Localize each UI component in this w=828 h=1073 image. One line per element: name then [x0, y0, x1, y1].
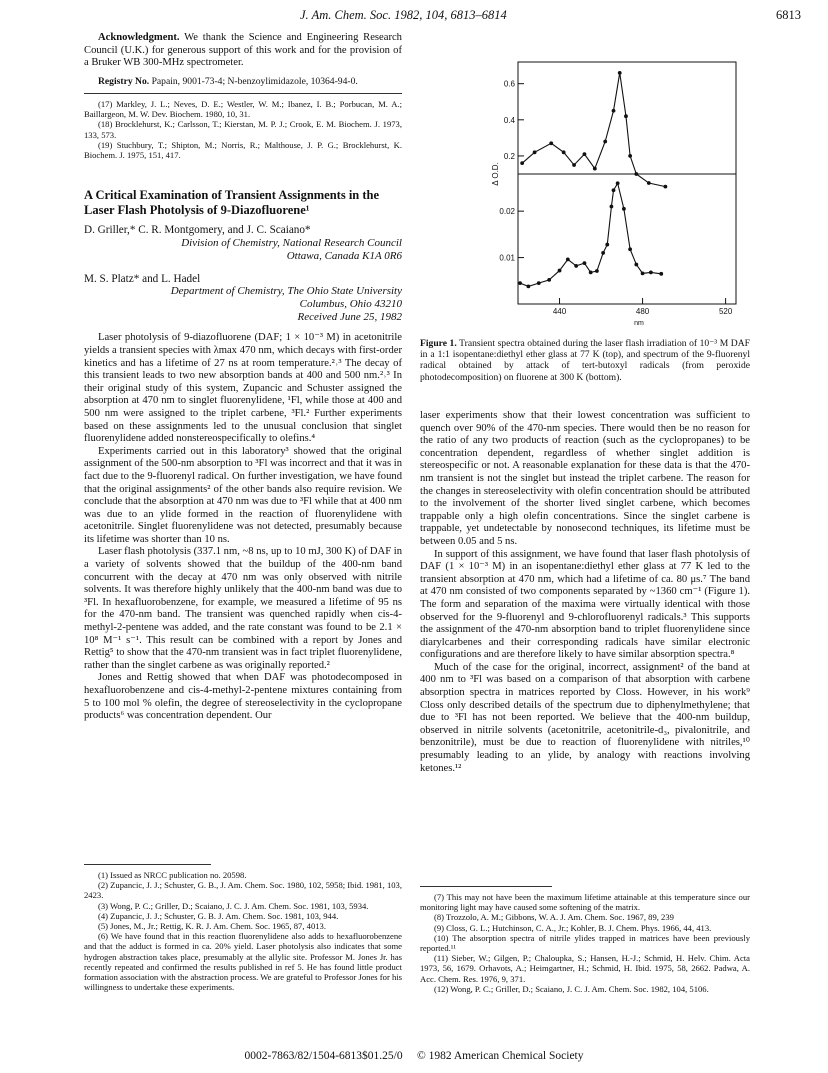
data-point: [649, 271, 653, 275]
data-point: [612, 188, 616, 192]
data-point: [641, 271, 645, 275]
page-number: 6813: [776, 8, 801, 22]
data-point: [605, 243, 609, 247]
y-tick-label: 0.6: [503, 79, 515, 89]
right-footnotes: [420, 880, 750, 994]
y-tick-label: 0.02: [499, 207, 515, 217]
data-point: [526, 284, 530, 288]
data-point: [572, 163, 576, 167]
previous-references: [84, 99, 402, 160]
data-point: [664, 185, 668, 189]
divider: [420, 886, 552, 887]
body-paragraph: Laser flash photolysis (337.1 nm, ~8 ns, up to 10 mJ, 300 K) of DAF in a variety of solvents showed that the buildup of the 400-nm band concurrent with the decay at 470 nm was only observed with nitrile solvents. It was therefore highly unlikely that the 400-nm band was due to ³Fl. In hexafluorobenzene, for example, we measured a lifetime of 95 ns for the 470-nm band. The transient was quenched rapidly when cis-4-methyl-2-pentene was added, and the rate constant was found to be 2.1 × 10⁸ M⁻¹ s⁻¹. This result can be combined with a report by Jones and Rettig⁵ to show that the 470-nm transient was in fact triplet fluorenylidene, rather than the singlet carbene as was originally reported.²: [84, 546, 402, 671]
data-point: [647, 181, 651, 185]
data-point: [593, 167, 597, 171]
footnote: (11) Sieber, W.; Gilgen, P.; Chaloupka, S.; Hansen, H.-J.; Schmid, H. Helv. Chim. Acta 1973, 56, 1679. Orhavots, A.; Heimgartner, H.; Schmid, H. Ibid. 1975, 58, 2662. Padwa, A. Acc. Chem. Res. 1976, 9, 371.: [420, 953, 750, 984]
data-point: [583, 152, 587, 156]
data-point: [595, 269, 599, 273]
footnote: (2) Zupancic, J. J.; Schuster, G. B., J. Am. Chem. Soc. 1980, 102, 5958; Ibid. 1981, 103, 2423.: [84, 880, 402, 901]
article-title: A Critical Examination of Transient Assignments in the Laser Flash Photolysis of 9-Diazofluorene¹: [84, 188, 380, 218]
registry-numbers: Registry No. Papain, 9001-73-4; N-benzoylimidazole, 10364-94-0.: [98, 75, 358, 87]
plot-frame: [518, 62, 736, 304]
data-point: [574, 264, 578, 268]
footnote: (10) The absorption spectra of nitrile ylides trapped in matrices have been previously reported.¹¹: [420, 932, 750, 954]
y-tick-label: 0.2: [503, 151, 515, 161]
y-tick-label: 0.4: [503, 115, 515, 125]
divider: [84, 93, 402, 94]
data-point: [583, 261, 587, 265]
footnote: (6) We have found that in this reaction fluorenylidene also adds to hexafluorobenzene and that the adduct is formed in ca. 20% yield. Laser photolysis also indicates that some hydrogen abstraction takes place, presumably at the allylic site. Professor M. Jones Jr. has recently repeated and confirmed the results published in ref 5. He has found little product formation association with the abstraction process. We are grateful to Professor Jones for his willingness to undertake these experiments.: [84, 931, 402, 993]
data-point: [612, 109, 616, 113]
data-point: [518, 281, 522, 285]
y-tick-label: 0.01: [499, 253, 515, 263]
received-date: Received June 25, 1982: [297, 311, 402, 324]
x-axis-label: nm: [634, 320, 644, 327]
footnote: (4) Zupancic, J. J.; Schuster, G. B. J. Am. Chem. Soc. 1981, 103, 944.: [98, 910, 339, 921]
x-tick-label: 520: [718, 307, 733, 316]
body-paragraph: laser experiments show that their lowest concentration was sufficient to quench over 90% of the 470-nm species. There would then be no reason for the ratio of any two products of reaction (such as the cyclopropanes) to be concentration dependent, regardless of whether singlet addition is stereospecific or not. A reasonable explanation for these data is that the 470-nm transient is not the singlet but instead the triplet carbene. The reason for the changes in stereoselectivity with olefin concentration should be attributed to the involvement of the shorter lived singlet carbene, which becomes trappable only a high olefin concentrations. Since the singlet carbene is trappable, yet undetectable by nonosecond techniques, its lifetime must be between 0.05 and 5 ns.: [420, 410, 750, 547]
data-point: [547, 278, 551, 282]
left-column: [84, 32, 402, 723]
page-footer: [0, 1050, 828, 1062]
data-point: [549, 141, 553, 145]
data-point: [628, 154, 632, 158]
data-point: [558, 269, 562, 273]
figure-1-chart: [488, 50, 748, 336]
figure-caption: Figure 1. Transient spectra obtained during the laser flash irradiation of 10⁻³ M DAF in a 1:1 isopentane:diethyl ether glass at 77 K (top), and spectrum of the 9-fluorenyl radical obtained by attack of tert-butoxyl radicals (from peroxide photodecomposition) on fluorene at 300 K (bottom).: [420, 338, 750, 383]
data-point: [601, 251, 605, 255]
body-paragraph: Much of the case for the original, incorrect, assignment² of the band at 400 nm to ³Fl was based on a comparison of that absorption with carbene absorption spectra in matrices reported by Closs. However, in his work⁹ Closs only described details of the spectrum due to diphenylmethylene; that due to ³Fl has not been reported. We believe that the 400-nm buildup, observed in nitrile solvents (acetonitrile, acetonitrile-d₃, pivalonitrile, and benzonitrile), must be due to reaction of fluorenylidene with nitriles,¹⁰ presumably leading to an ylide, by analogy with reactions involving ketones.¹²: [420, 661, 750, 774]
data-point: [634, 263, 638, 267]
authors-1: D. Griller,* C. R. Montgomery, and J. C. Scaiano*: [84, 224, 311, 237]
reference: (17) Markley, J. L.; Neves, D. E.; Westler, W. M.; Ibanez, I. B.; Porbucan, M. A.; Baillargeon, M. W. Dev. Biochem. 1980, 10, 31.: [84, 98, 402, 120]
y-axis-label: Δ O.D.: [491, 162, 500, 186]
data-point: [520, 161, 524, 165]
data-point: [537, 281, 541, 285]
journal-citation: J. Am. Chem. Soc. 1982, 104, 6813–6814: [300, 8, 507, 22]
footnote: (12) Wong, P. C.; Griller, D.; Scaiano, J. C. J. Am. Chem. Soc. 1982, 104, 5106.: [434, 983, 709, 994]
footnote: (8) Trozzolo, A. M.; Gibbons, W. A. J. Am. Chem. Soc. 1967, 89, 239: [434, 912, 674, 923]
affiliation-2-line2: Columbus, Ohio 43210: [299, 298, 402, 311]
affiliation-1-line2: Ottawa, Canada K1A 0R6: [286, 249, 402, 262]
acknowledgment: Acknowledgment. We thank the Science and Engineering Research Council (U.K.) for generous support of this work and for the provision of a Bruker WB 300-MHz spectrometer.: [84, 32, 402, 69]
data-point: [628, 247, 632, 251]
issn-code: 0002-7863/82/1504-6813$01.25/0: [244, 1050, 403, 1062]
right-column: [420, 410, 750, 775]
data-point: [589, 271, 593, 275]
reference: (19) Stuchbury, T.; Shipton, M.; Norris, R.; Malthouse, J. P. G.; Brocklehurst, K. Biochem. J. 1975, 151, 417.: [84, 139, 402, 160]
data-point: [603, 140, 607, 144]
body-paragraph: Experiments carried out in this laboratory³ showed that the original assignment of the 500-nm absorption to ³Fl was incorrect and that it was in fact due to the 9-fluorenyl radical. On further investigation, we have found that the original assignments² of the other bands also require revision. We conclude that the absorption at 470 nm was due to ³Fl while that at 400 nm was due to an ylide formed in the reaction of fluorenylidene with acetonitrile. Singlet fluorenylidene was not detected, presumably because its lifetime was shorter than 10 ns.: [84, 445, 402, 545]
data-point: [634, 172, 638, 176]
copyright: © 1982 American Chemical Society: [416, 1050, 584, 1062]
footnote: (9) Closs, G. L.; Hutchinson, C. A., Jr.; Kohler, B. J. Chem. Phys. 1966, 44, 413.: [434, 922, 712, 933]
divider: [84, 864, 211, 865]
footnote: (7) This may not have been the maximum lifetime attainable at this temperature since our monitoring light may have caused some softening of the matrix.: [420, 892, 750, 913]
data-point: [566, 258, 570, 262]
reference: (18) Brocklehurst, K.; Carlsson, T.; Kierstan, M. P. J.; Crook, E. M. Biochem. J. 1973, 133, 573.: [84, 119, 402, 140]
footnote: (5) Jones, M., Jr.; Rettig, K. R. J. Am. Chem. Soc. 1965, 87, 4013.: [98, 921, 326, 932]
data-point: [616, 181, 620, 185]
footnote: (3) Wong, P. C.; Griller, D.; Scaiano, J. C. J. Am. Chem. Soc. 1981, 103, 5934.: [98, 900, 369, 911]
data-point: [618, 71, 622, 75]
left-footnotes: [84, 858, 402, 992]
x-tick-label: 480: [635, 307, 650, 316]
body-paragraph: In support of this assignment, we have found that laser flash photolysis of DAF (1 × 10⁻³ M) in an isopentane:diethyl ether glass at 77 K led to the transient absorption at 470 nm, which had a lifetime of ca. 80 μs.⁷ The band at 470 nm consisted of two components separated by ~1360 cm⁻¹ (Figure 1). The form and separation of the maxima were virtually identical with those observed for the 9-fluorenyl and 9-chlorofluorenyl radicals.³ This supports the assignment of the 470-nm absorption band to triplet fluorenylidene since diarylcarbenes and their corresponding radicals have similar electronic configurations and are therefore likely to have similar absorption spectra.⁸: [420, 548, 750, 661]
data-point: [562, 150, 566, 154]
body-paragraph: Laser photolysis of 9-diazofluorene (DAF; 1 × 10⁻³ M) in acetonitrile yields a transient species with λmax 470 nm, which decays with first-order kinetics and has a lifetime of 27 ns at room temperature.²˒³ The decay of this transient leads to two new absorption bands at 400 and 500 nm.²˒³ In their original study of this system, Zupancic and Schuster assigned the absorption at 470 nm to singlet fluorenylidene, ¹Fl, while those at 400 and 500 nm were assigned to the triplet carbene, ³Fl.² Further experiments based on these assignments led to the unusual conclusion that singlet fluorenylidene added nonstereospecifically to olefins.⁴: [84, 332, 402, 445]
authors-2: M. S. Platz* and L. Hadel: [84, 272, 201, 285]
affiliation-1-line1: Division of Chemistry, National Research Council: [181, 236, 402, 249]
data-point: [610, 205, 614, 209]
body-paragraph: Jones and Rettig showed that when DAF was photodecomposed in hexafluorobenzene and cis-4-methyl-2-pentene mixtures containing from 5 to 100 mol % olefin, the degree of stereoselectivity in the cyclopropane products⁶ was concentration dependent. Our: [84, 672, 402, 722]
footnote: (1) Issued as NRCC publication no. 20598.: [98, 870, 247, 880]
affiliation-2-line1: Department of Chemistry, The Ohio State University: [170, 285, 402, 298]
data-point: [533, 150, 537, 154]
data-point: [624, 114, 628, 118]
data-point: [659, 272, 663, 276]
data-point: [622, 207, 626, 211]
x-tick-label: 440: [552, 307, 567, 316]
